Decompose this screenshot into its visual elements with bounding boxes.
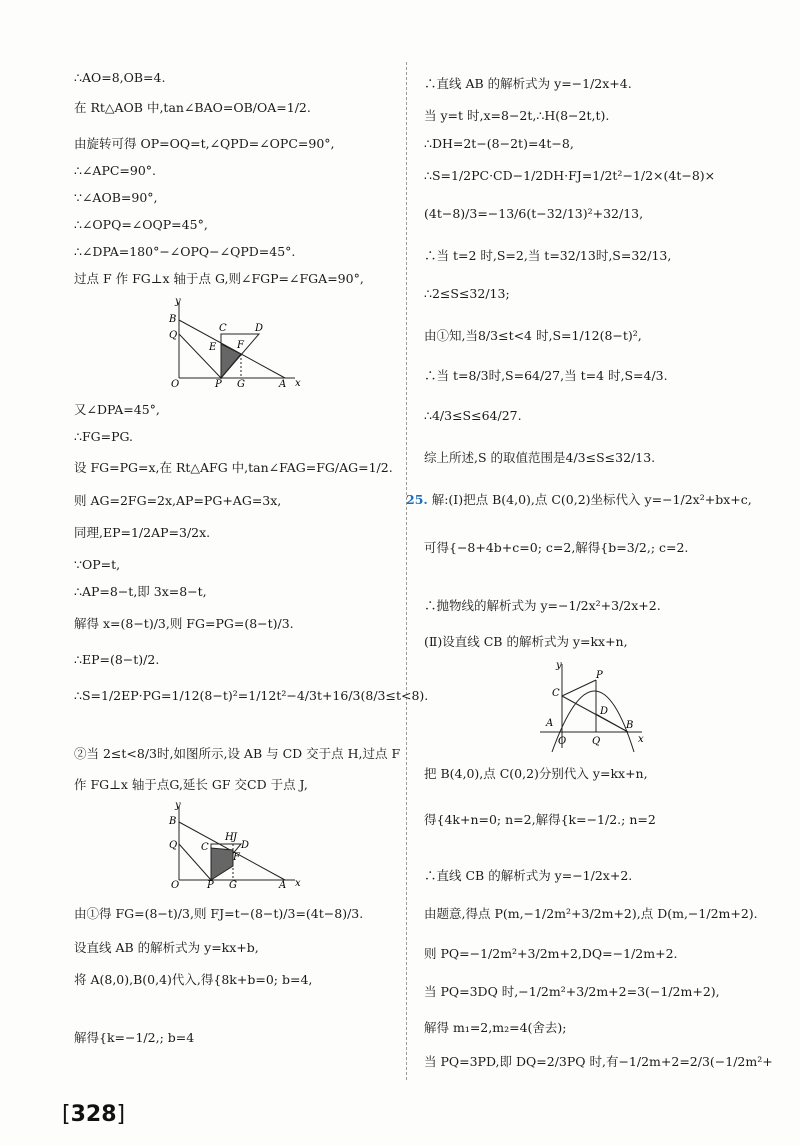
left-line: ∴∠APC=90°. <box>74 163 157 178</box>
svg-text:D: D <box>255 323 264 334</box>
svg-text:O: O <box>558 736 567 747</box>
left-line: ②当 2≤t<8/3时,如图所示,设 AB 与 CD 交于点 H,过点 F <box>74 746 401 761</box>
svg-text:J: J <box>233 832 238 843</box>
right-line: 由①知,当8/3≤t<4 时,S=1/12(8−t)², <box>424 328 642 343</box>
svg-text:B: B <box>169 314 177 325</box>
right-line: ∴4/3≤S≤64/27. <box>424 408 522 423</box>
svg-text:P: P <box>596 670 603 681</box>
svg-text:C: C <box>219 323 227 334</box>
svg-text:A: A <box>279 379 287 388</box>
left-line: 解得{k=−1/2,; b=4 <box>74 1030 195 1045</box>
svg-text:D: D <box>241 840 250 851</box>
right-line: 25. 解:(Ⅰ)把点 B(4,0),点 C(0,2)坐标代入 y=−1/2x²+bx+c, <box>406 492 752 507</box>
fig1-label: y <box>175 298 181 307</box>
svg-text:E: E <box>209 342 217 353</box>
svg-text:P: P <box>215 379 222 388</box>
svg-text:y: y <box>175 802 181 811</box>
left-line: ∵OP=t, <box>74 557 121 572</box>
left-line: ∴AO=8,OB=4. <box>74 70 166 85</box>
svg-text:O: O <box>171 379 180 388</box>
left-line: 作 FG⊥x 轴于点G,延长 GF 交CD 于点 J, <box>74 777 308 792</box>
svg-text:x: x <box>638 734 644 745</box>
right-line: 当 PQ=3DQ 时,−1/2m²+3/2m+2=3(−1/2m+2), <box>424 984 720 999</box>
right-line: ∴当 t=8/3时,S=64/27,当 t=4 时,S=4/3. <box>424 368 668 383</box>
right-line: 则 PQ=−1/2m²+3/2m+2,DQ=−1/2m+2. <box>424 946 678 961</box>
right-line: 当 y=t 时,x=8−2t,∴H(8−2t,t). <box>424 108 610 123</box>
right-line: ∴S=1/2PC·CD−1/2DH·FJ=1/2t²−1/2×(4t−8)× <box>424 168 716 183</box>
left-line: 在 Rt△AOB 中,tan∠BAO=OB/OA=1/2. <box>74 100 311 115</box>
right-line: (4t−8)/3=−13/6(t−32/13)²+32/13, <box>424 206 644 221</box>
right-line: 可得{−8+4b+c=0; c=2,解得{b=3/2,; c=2. <box>424 540 689 555</box>
svg-text:B: B <box>169 816 177 827</box>
svg-text:G: G <box>237 379 245 388</box>
right-line: ∴抛物线的解析式为 y=−1/2x²+3/2x+2. <box>424 598 661 613</box>
right-line: 由题意,得点 P(m,−1/2m²+3/2m+2),点 D(m,−1/2m+2). <box>424 906 758 921</box>
svg-text:A: A <box>279 880 287 888</box>
left-line: 由①得 FG=(8−t)/3,则 FJ=t−(8−t)/3=(4t−8)/3. <box>74 906 364 921</box>
left-line: ∴FG=PG. <box>74 429 134 444</box>
left-line: 同理,EP=1/2AP=3/2x. <box>74 525 211 540</box>
column-divider <box>406 62 407 1080</box>
svg-text:C: C <box>201 842 209 853</box>
svg-text:F: F <box>237 340 244 351</box>
right-line: 解得 m₁=2,m₂=4(舍去); <box>424 1020 567 1035</box>
svg-text:D: D <box>600 706 609 717</box>
problem-number: 25. <box>406 492 428 507</box>
svg-text:x: x <box>295 378 301 388</box>
page-number: [328] <box>62 1102 126 1127</box>
svg-text:P: P <box>207 880 214 888</box>
svg-text:H: H <box>225 832 234 843</box>
right-line: 综上所述,S 的取值范围是4/3≤S≤32/13. <box>424 450 656 465</box>
svg-text:F: F <box>233 852 240 863</box>
svg-text:O: O <box>171 880 180 888</box>
left-line: 将 A(8,0),B(0,4)代入,得{8k+b=0; b=4, <box>74 972 313 987</box>
right-line: ∴直线 AB 的解析式为 y=−1/2x+4. <box>424 76 632 91</box>
left-line: 解得 x=(8−t)/3,则 FG=PG=(8−t)/3. <box>74 616 294 631</box>
left-line: ∴S=1/2EP·PG=1/12(8−t)²=1/12t²−4/3t+16/3(8/3≤t<8). <box>74 688 429 703</box>
left-line: 则 AG=2FG=2x,AP=PG+AG=3x, <box>74 493 282 508</box>
right-line: ∴当 t=2 时,S=2,当 t=32/13时,S=32/13, <box>424 248 672 263</box>
right-line: (Ⅱ)设直线 CB 的解析式为 y=kx+n, <box>424 634 628 649</box>
svg-text:B: B <box>626 720 634 731</box>
left-line: ∵∠AOB=90°, <box>74 190 158 205</box>
svg-text:y: y <box>556 660 562 671</box>
right-line: ∴直线 CB 的解析式为 y=−1/2x+2. <box>424 868 633 883</box>
svg-text:Q: Q <box>592 736 601 747</box>
left-line: ∴AP=8−t,即 3x=8−t, <box>74 584 207 599</box>
svg-text:A: A <box>546 718 554 729</box>
left-line: ∴EP=(8−t)/2. <box>74 652 160 667</box>
svg-text:Q: Q <box>169 330 178 341</box>
left-line: 又∠DPA=45°, <box>74 402 160 417</box>
svg-text:C: C <box>552 688 560 699</box>
left-line: ∴∠OPQ=∠OQP=45°, <box>74 217 208 232</box>
figure-rotation-1 <box>165 298 305 388</box>
svg-text:x: x <box>295 878 301 888</box>
svg-text:G: G <box>229 880 237 888</box>
right-line: 得{4k+n=0; n=2,解得{k=−1/2.; n=2 <box>424 812 656 827</box>
figure-parabola <box>536 660 646 754</box>
figure-rotation-2 <box>165 802 305 888</box>
left-line: ∴∠DPA=180°−∠OPQ−∠QPD=45°. <box>74 244 296 259</box>
right-line: ∴2≤S≤32/13; <box>424 286 510 301</box>
left-line: 设直线 AB 的解析式为 y=kx+b, <box>74 940 259 955</box>
svg-text:Q: Q <box>169 840 178 851</box>
left-line: 由旋转可得 OP=OQ=t,∠QPD=∠OPC=90°, <box>74 136 335 151</box>
right-line: ∴DH=2t−(8−2t)=4t−8, <box>424 136 574 151</box>
right-line: 当 PQ=3PD,即 DQ=2/3PQ 时,有−1/2m+2=2/3(−1/2m²+ <box>424 1054 773 1069</box>
left-line: 设 FG=PG=x,在 Rt△AFG 中,tan∠FAG=FG/AG=1/2. <box>74 460 393 475</box>
left-line: 过点 F 作 FG⊥x 轴于点 G,则∠FGP=∠FGA=90°, <box>74 271 364 286</box>
right-line: 把 B(4,0),点 C(0,2)分别代入 y=kx+n, <box>424 766 648 781</box>
